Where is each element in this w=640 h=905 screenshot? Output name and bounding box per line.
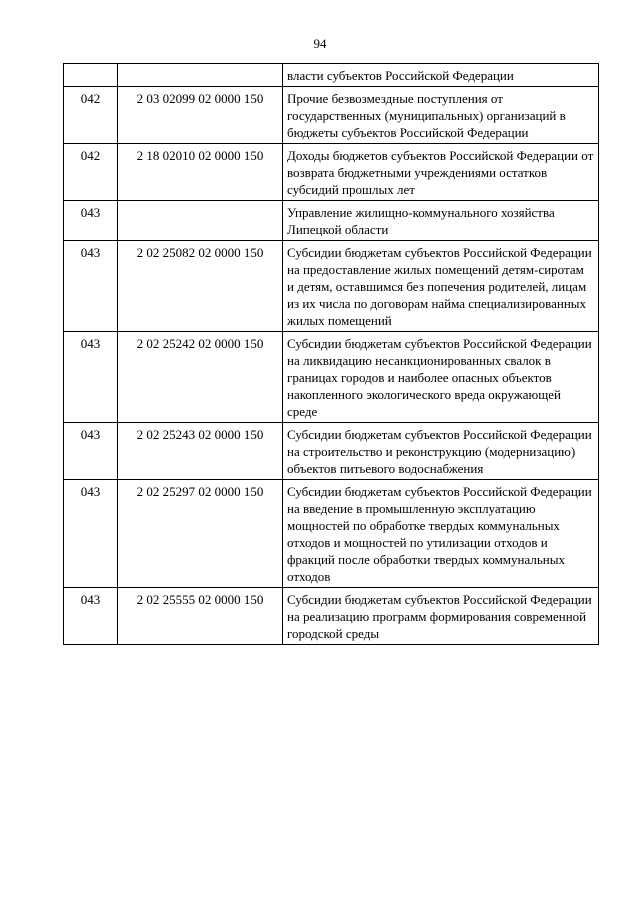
table-row xyxy=(64,588,599,645)
admin-code-cell: 043 xyxy=(64,201,118,241)
table-row xyxy=(64,64,599,87)
revenue-name-cell: власти субъектов Российской Федерации xyxy=(283,64,599,87)
admin-code-cell xyxy=(64,64,118,87)
admin-code-cell: 043 xyxy=(64,332,118,423)
table-row xyxy=(64,87,599,144)
revenue-codes-table xyxy=(63,63,599,645)
table-row xyxy=(64,480,599,588)
kbk-code-cell xyxy=(118,64,283,87)
revenue-name-cell: Субсидии бюджетам субъектов Российской Федерации на введение в промышленную эксплуатацию мощностей по обработке твердых коммунальных отходов и мощностей по утилизации отходов и фракций после обработки твердых коммунальных отходов xyxy=(283,480,599,588)
admin-code-cell: 043 xyxy=(64,480,118,588)
kbk-code-cell: 2 02 25297 02 0000 150 xyxy=(118,480,283,588)
table-row xyxy=(64,144,599,201)
kbk-code-cell: 2 02 25082 02 0000 150 xyxy=(118,241,283,332)
page-number: 94 xyxy=(313,36,327,51)
admin-code-cell: 043 xyxy=(64,423,118,480)
admin-code-cell: 042 xyxy=(64,144,118,201)
revenue-name-cell: Субсидии бюджетам субъектов Российской Федерации на строительство и реконструкцию (модернизацию) объектов питьевого водоснабжения xyxy=(283,423,599,480)
admin-code-cell: 042 xyxy=(64,87,118,144)
kbk-code-cell xyxy=(118,201,283,241)
table-row xyxy=(64,201,599,241)
revenue-name-cell: Субсидии бюджетам субъектов Российской Федерации на реализацию программ формирования современной городской среды xyxy=(283,588,599,645)
revenue-name-cell: Субсидии бюджетам субъектов Российской Федерации на предоставление жилых помещений детям-сиротам и детям, оставшимся без попечения родителей, лицам из их числа по договорам найма специализированных жилых помещений xyxy=(283,241,599,332)
kbk-code-cell: 2 03 02099 02 0000 150 xyxy=(118,87,283,144)
table-row xyxy=(64,332,599,423)
table-row xyxy=(64,423,599,480)
revenue-name-cell: Субсидии бюджетам субъектов Российской Федерации на ликвидацию несанкционированных свалок в границах городов и наиболее опасных объектов накопленного экологического вреда окружающей среде xyxy=(283,332,599,423)
admin-code-cell: 043 xyxy=(64,588,118,645)
table-body xyxy=(64,64,599,645)
table-row xyxy=(64,241,599,332)
kbk-code-cell: 2 18 02010 02 0000 150 xyxy=(118,144,283,201)
kbk-code-cell: 2 02 25242 02 0000 150 xyxy=(118,332,283,423)
revenue-name-cell: Прочие безвозмездные поступления от государственных (муниципальных) организаций в бюджеты субъектов Российской Федерации xyxy=(283,87,599,144)
kbk-code-cell: 2 02 25243 02 0000 150 xyxy=(118,423,283,480)
admin-code-cell: 043 xyxy=(64,241,118,332)
revenue-name-cell: Управление жилищно-коммунального хозяйства Липецкой области xyxy=(283,201,599,241)
revenue-name-cell: Доходы бюджетов субъектов Российской Федерации от возврата бюджетными учреждениями остатков субсидий прошлых лет xyxy=(283,144,599,201)
kbk-code-cell: 2 02 25555 02 0000 150 xyxy=(118,588,283,645)
